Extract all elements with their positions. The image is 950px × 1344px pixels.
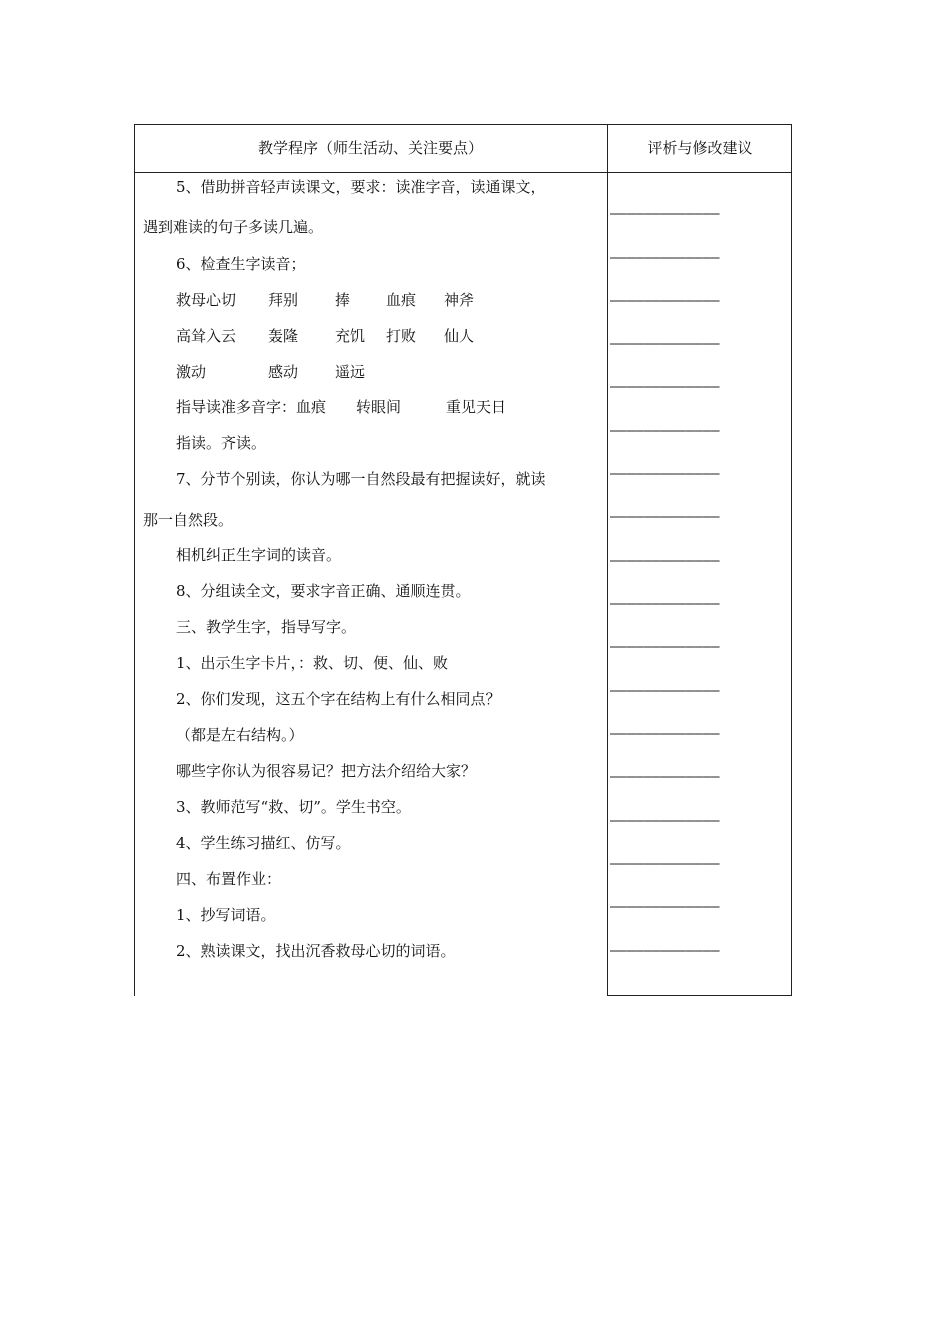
comment-dash-line: ————————————— bbox=[610, 250, 720, 266]
header-comments: 评析与修改建议 bbox=[647, 139, 753, 157]
comment-dash-line: ————————————— bbox=[610, 553, 720, 569]
vocab-word: 血痕 bbox=[386, 291, 417, 309]
vocab-row bbox=[134, 290, 604, 310]
text-line: 1、抄写词语。 bbox=[176, 906, 276, 924]
comment-dash-line: ————————————— bbox=[610, 423, 720, 439]
text-line: 1、出示生字卡片，：救、切、便、仙、败 bbox=[176, 654, 449, 672]
vocab-row bbox=[134, 362, 604, 382]
text-line: （都是左右结构。） bbox=[176, 726, 304, 744]
vocab-word: 打败 bbox=[386, 327, 417, 345]
right-column-bottom-border bbox=[607, 995, 792, 996]
lesson-plan-table bbox=[134, 124, 792, 996]
comment-dash-line: ————————————— bbox=[610, 943, 720, 959]
text-line: 遇到难读的句子多读几遍。 bbox=[143, 218, 324, 236]
comment-dash-line: ————————————— bbox=[610, 206, 720, 222]
table-right-border bbox=[791, 124, 792, 996]
text-line: 2、熟读课文，找出沉香救母心切的词语。 bbox=[176, 942, 456, 960]
vocab-word: 高耸入云 bbox=[176, 327, 237, 345]
vocab-word: 神斧 bbox=[444, 291, 475, 309]
text-line: 那一自然段。 bbox=[143, 511, 234, 529]
text-line: 指读。齐读。 bbox=[176, 434, 267, 452]
vocab-row bbox=[134, 326, 604, 346]
text-line: 6、检查生字读音； bbox=[176, 255, 306, 273]
text-line: 哪些字你认为很容易记？把方法介绍给大家？ bbox=[176, 762, 477, 780]
comment-dash-line: ————————————— bbox=[610, 813, 720, 829]
vocab-word: 轰隆 bbox=[268, 327, 299, 345]
comment-dash-line: ————————————— bbox=[610, 466, 720, 482]
comment-dash-line: ————————————— bbox=[610, 336, 720, 352]
text-line: 指导读准多音字：血痕 转眼间 重见天日 bbox=[176, 398, 507, 416]
text-line: 3、教师范写“救、切”。学生书空。 bbox=[176, 798, 411, 816]
text-line: 7、分节个别读，你认为哪一自然段最有把握读好，就读 bbox=[176, 470, 546, 488]
text-line: 5、借助拼音轻声读课文，要求：读准字音，读通课文， bbox=[176, 178, 546, 196]
comment-dash-line: ————————————— bbox=[610, 726, 720, 742]
vocab-word: 拜别 bbox=[268, 291, 299, 309]
comment-dash-line: ————————————— bbox=[610, 856, 720, 872]
comment-dash-line: ————————————— bbox=[610, 596, 720, 612]
text-line: 四、布置作业： bbox=[176, 870, 282, 888]
text-line: 相机纠正生字词的读音。 bbox=[176, 546, 342, 564]
vocab-word: 救母心切 bbox=[176, 291, 237, 309]
comment-dash-line: ————————————— bbox=[610, 293, 720, 309]
text-line: 8、分组读全文，要求字音正确、通顺连贯。 bbox=[176, 582, 471, 600]
table-left-border bbox=[134, 124, 135, 996]
text-line: 4、学生练习描红、仿写。 bbox=[176, 834, 351, 852]
comment-dash-line: ————————————— bbox=[610, 683, 720, 699]
vocab-word: 捧 bbox=[335, 291, 351, 309]
column-divider bbox=[607, 124, 608, 996]
vocab-word: 遥远 bbox=[335, 363, 366, 381]
vocab-word: 仙人 bbox=[444, 327, 475, 345]
comment-dash-line: ————————————— bbox=[610, 509, 720, 525]
comment-dash-line: ————————————— bbox=[610, 639, 720, 655]
text-line: 三、教学生字，指导写字。 bbox=[176, 618, 357, 636]
vocab-word: 充饥 bbox=[335, 327, 366, 345]
text-line: 2、你们发现，这五个字在结构上有什么相同点？ bbox=[176, 690, 501, 708]
comment-dash-line: ————————————— bbox=[610, 769, 720, 785]
vocab-word: 激动 bbox=[176, 363, 207, 381]
header-divider bbox=[134, 172, 792, 173]
header-teaching-procedure: 教学程序（师生活动、关注要点） bbox=[257, 139, 483, 157]
comment-dash-line: ————————————— bbox=[610, 899, 720, 915]
comment-dash-line: ————————————— bbox=[610, 379, 720, 395]
vocab-word: 感动 bbox=[268, 363, 299, 381]
